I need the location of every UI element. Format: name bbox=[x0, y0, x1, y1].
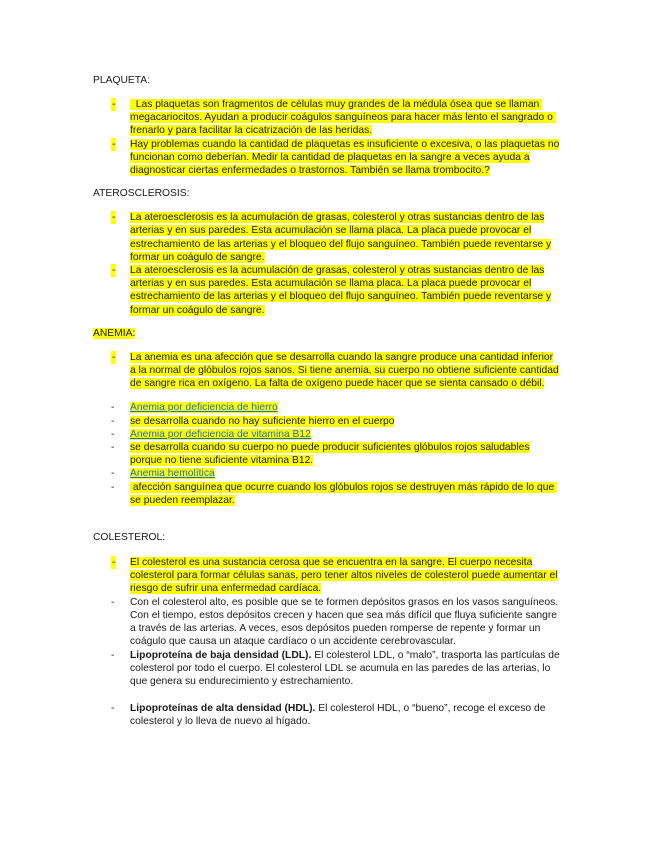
list-item bbox=[93, 98, 560, 138]
heading-aterosclerosis bbox=[93, 187, 560, 200]
list-item bbox=[93, 441, 560, 467]
heading-plaqueta-text: PLAQUETA: bbox=[93, 75, 151, 86]
aterosclerosis-list bbox=[93, 211, 560, 317]
bullet-dash: - bbox=[111, 703, 115, 715]
heading-anemia bbox=[93, 327, 560, 340]
bullet-dash: - bbox=[111, 428, 115, 440]
list-item bbox=[93, 211, 560, 264]
plaqueta-item-2: Hay problemas cuando la cantidad de plaquetas es insuficiente o excesiva, o las plaquetas no funcionan como deberían. Medir la cantidad de plaquetas en la sangre a veces ayuda a diagnosticar ciertas enfermedades o trastornos. También se llama trombocito.? bbox=[130, 138, 560, 177]
list-item bbox=[93, 351, 560, 391]
anemia-hemolitica-desc: afección sanguínea que ocurre cuando los glóbulos rojos se destruyen más rápido de lo que se pueden reemplazar. bbox=[130, 481, 558, 506]
heading-anemia-text: ANEMIA: bbox=[93, 327, 136, 339]
heading-colesterol bbox=[93, 531, 560, 544]
anemia-b12-desc: se desarrolla cuando su cuerpo no puede producir suficientes glóbulos rojos saludables porque no tiene suficiente vitamina B12. bbox=[130, 442, 530, 467]
bullet-dash: - bbox=[112, 265, 116, 277]
link-anemia-hierro[interactable]: Anemia por deficiencia de hierro bbox=[130, 402, 278, 414]
bullet-dash: - bbox=[111, 402, 115, 414]
list-item bbox=[93, 596, 560, 649]
anemia-types-list bbox=[93, 401, 560, 507]
colesterol-item-2: Con el colesterol alto, es posible que se te formen depósitos grasos en los vasos sanguíneos. Con el tiempo, estos depósitos crecen y hacen que sea más difícil que fluya suficiente sangre a través de las arterias. A veces, esos depósitos pueden romperse de repente y formar un coágulo que causa un ataque cardíaco o un accidente cerebrovascular. bbox=[130, 596, 559, 648]
hdl-term: Lipoproteínas de alta densidad (HDL). bbox=[130, 703, 316, 715]
list-item bbox=[93, 649, 560, 689]
anemia-intro: La anemia es una afección que se desarrolla cuando la sangre produce una cantidad inferior a la normal de glóbulos rojos sanos. Si tiene anemia, su cuerpo no obtiene suficiente cantidad de sangre rica en oxígeno. La falta de oxígeno puede hacer que se sienta cansado o débil. bbox=[130, 351, 559, 390]
ldl-term: Lipoproteína de baja densidad (LDL). bbox=[130, 649, 312, 661]
colesterol-item-1: El colesterol es una sustancia cerosa que se encuentra en la sangre. El cuerpo necesita colesterol para formar células sanas, pero tener altos niveles de colesterol puede aumentar el riesgo de sufrir una enfermedad cardíaca. bbox=[130, 557, 558, 595]
anemia-hierro-desc: se desarrolla cuando no hay suficiente hierro en el cuerpo bbox=[130, 415, 395, 427]
list-item bbox=[93, 556, 560, 596]
list-item bbox=[93, 467, 560, 480]
bullet-dash: - bbox=[111, 415, 115, 427]
ldl-text: El colesterol LDL, o “malo”, trasporta las partículas de colesterol por todo el cuerpo. El colesterol LDL se acumula en las paredes de las arterias, lo que genera su endurecimiento y estrechamiento. bbox=[130, 649, 560, 687]
bullet-dash: - bbox=[111, 649, 115, 661]
link-anemia-hemolitica[interactable]: Anemia hemolítica bbox=[130, 468, 215, 480]
list-item bbox=[93, 401, 560, 414]
plaqueta-item-1: Las plaquetas son fragmentos de células muy grandes de la médula ósea que se llaman megacariocitos. Ayudan a producir coágulos sanguíneos para hacer más lento el sangrado o frenarlo y para facilitar la cicatrización de las heridas. bbox=[130, 99, 556, 137]
bullet-dash: - bbox=[111, 468, 115, 480]
list-item bbox=[93, 481, 560, 507]
aterosclerosis-item-1: La ateroesclerosis es la acumulación de grasas, colesterol y otras sustancias dentro de las arterias y en sus paredes. Esta acumulación se llama placa. La placa puede provocar el estrechamiento de las arterias y el bloqueo del flujo sanguíneo. También puede reventarse y formar un coágulo de sangre. bbox=[130, 212, 552, 263]
list-item bbox=[93, 415, 560, 428]
heading-colesterol-text: COLESTEROL: bbox=[93, 532, 166, 544]
list-item bbox=[93, 702, 560, 728]
heading-plaqueta bbox=[93, 74, 560, 87]
list-item bbox=[93, 428, 560, 441]
bullet-dash: - bbox=[112, 557, 116, 569]
link-anemia-b12[interactable]: Anemia por deficiencia de vitamina B12 bbox=[130, 428, 311, 440]
colesterol-list bbox=[93, 556, 560, 728]
list-item bbox=[93, 138, 560, 178]
plaqueta-list bbox=[93, 98, 560, 177]
bullet-dash: - bbox=[112, 99, 116, 110]
bullet-dash: - bbox=[112, 212, 116, 224]
hdl-text: El colesterol HDL, o “bueno”, recoge el exceso de colesterol y lo lleva de nuevo al hígado. bbox=[130, 703, 546, 728]
aterosclerosis-item-2: La ateroesclerosis es la acumulación de grasas, colesterol y otras sustancias dentro de las arterias y en sus paredes. Esta acumulación se llama placa. La placa puede provocar el estrechamiento de las arterias y el bloqueo del flujo sanguíneo. También puede reventarse y formar un coágulo de sangre. bbox=[130, 265, 552, 316]
bullet-dash: - bbox=[111, 481, 115, 493]
list-item bbox=[93, 264, 560, 317]
bullet-dash: - bbox=[111, 442, 115, 454]
anemia-intro-list bbox=[93, 351, 560, 391]
heading-aterosclerosis-text: ATEROSCLEROSIS: bbox=[93, 188, 190, 200]
bullet-dash: - bbox=[112, 351, 116, 363]
bullet-dash: - bbox=[112, 138, 116, 150]
bullet-dash: - bbox=[111, 596, 115, 608]
